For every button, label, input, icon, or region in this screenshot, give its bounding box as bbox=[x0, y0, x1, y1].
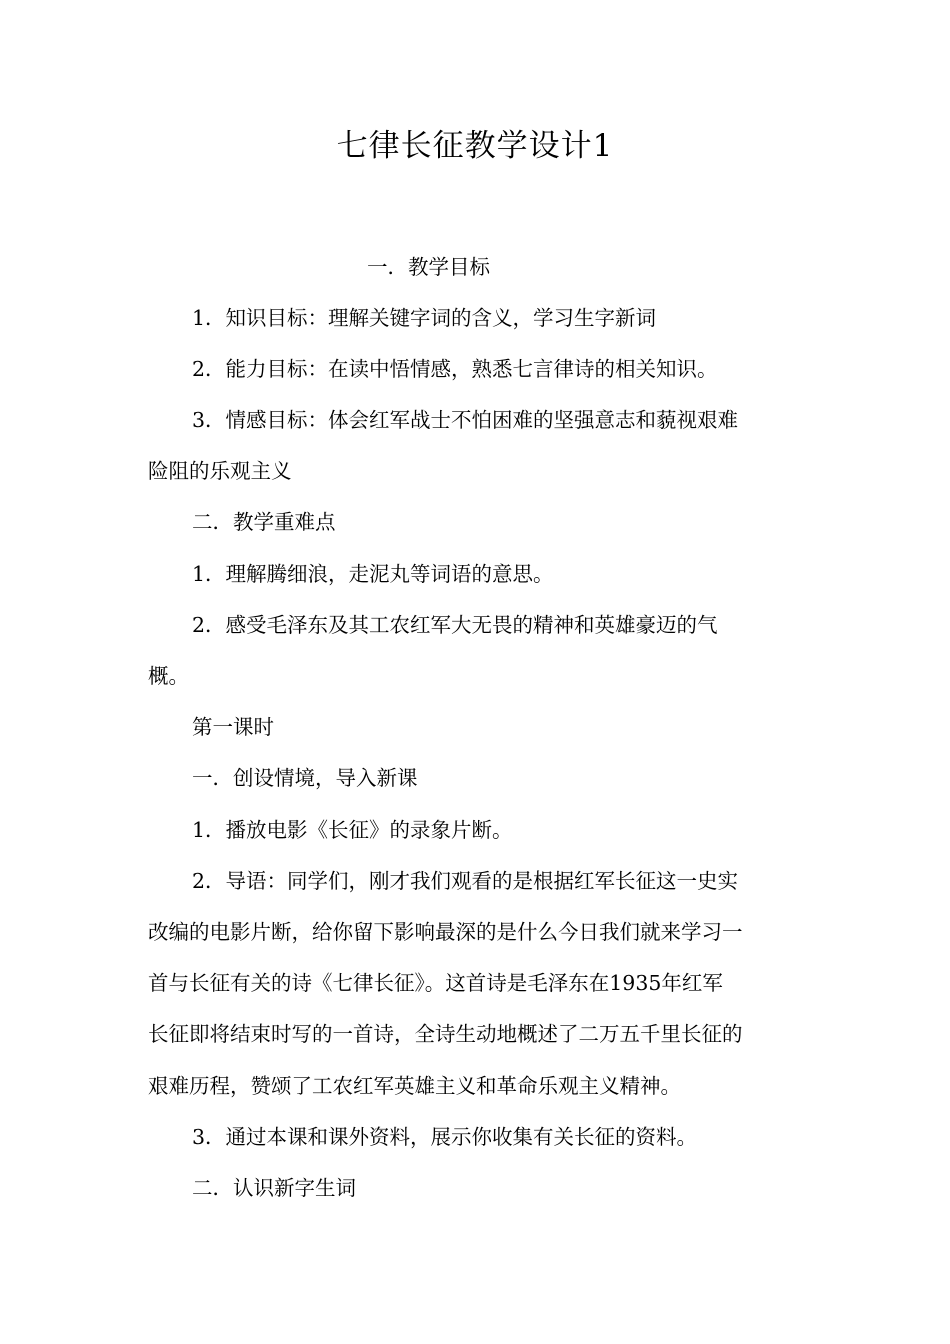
paragraph-line: 3．通过本课和课外资料，展示你收集有关长征的资料。 bbox=[192, 1125, 698, 1149]
section-heading-intro: 一．创设情境，导入新课 bbox=[192, 766, 418, 790]
paragraph-line: 1．播放电影《长征》的录象片断。 bbox=[192, 818, 513, 842]
paragraph-line: 险阻的乐观主义 bbox=[148, 459, 292, 483]
paragraph-line: 长征即将结束时写的一首诗，全诗生动地概述了二万五千里长征的 bbox=[148, 1022, 743, 1046]
section-heading-key-points: 二．教学重难点 bbox=[192, 510, 336, 534]
section-heading-new-words: 二．认识新字生词 bbox=[192, 1176, 356, 1200]
paragraph-line: 2．感受毛泽东及其工农红军大无畏的精神和英雄豪迈的气 bbox=[192, 613, 718, 637]
paragraph-line: 艰难历程，赞颂了工农红军英雄主义和革命乐观主义精神。 bbox=[148, 1074, 681, 1098]
paragraph-line: 改编的电影片断，给你留下影响最深的是什么今日我们就来学习一 bbox=[148, 920, 743, 944]
paragraph-line: 2．导语：同学们，刚才我们观看的是根据红军长征这一史实 bbox=[192, 869, 739, 893]
paragraph-line: 3．情感目标：体会红军战士不怕困难的坚强意志和藐视艰难 bbox=[192, 408, 739, 432]
paragraph-line: 1．理解腾细浪，走泥丸等词语的意思。 bbox=[192, 562, 554, 586]
lesson-heading: 第一课时 bbox=[192, 715, 274, 739]
paragraph-line: 首与长征有关的诗《七律长征》。这首诗是毛泽东在1935年红军 bbox=[148, 971, 723, 995]
paragraph-line: 1．知识目标：理解关键字词的含义，学习生字新词 bbox=[192, 306, 657, 330]
paragraph-line: 概。 bbox=[148, 664, 189, 688]
section-heading-objectives: 一．教学目标 bbox=[367, 255, 490, 279]
paragraph-line: 2．能力目标：在读中悟情感，熟悉七言律诗的相关知识。 bbox=[192, 357, 718, 381]
document-title: 七律长征教学设计1 bbox=[336, 128, 614, 164]
